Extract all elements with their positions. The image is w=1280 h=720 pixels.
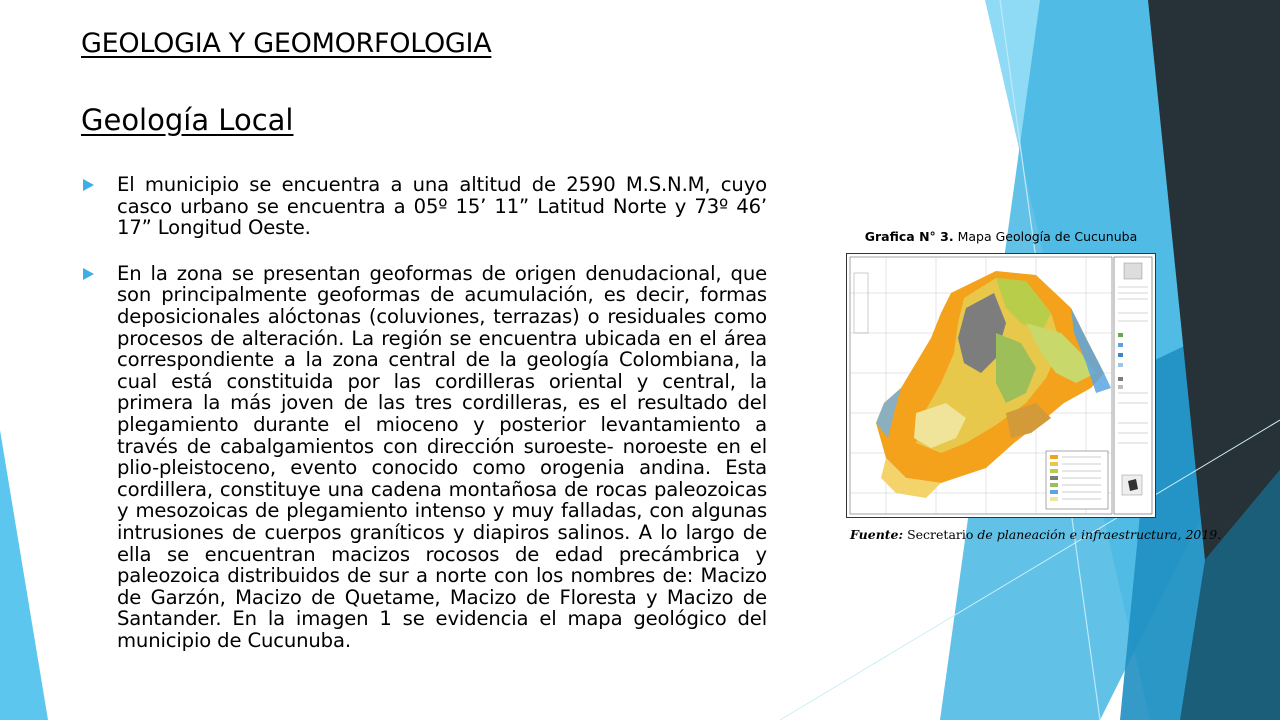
bullet-item-location	[81, 174, 767, 239]
source-plain-text: Secretario	[903, 527, 978, 542]
triangle-bullet-icon	[83, 268, 94, 280]
source-italic-text: de planeación e infraestructura, 2019.	[977, 527, 1222, 542]
slide-title: GEOLOGIA Y GEOMORFOLOGIA	[81, 28, 492, 59]
left-accent-shape	[0, 430, 48, 720]
bullet-item-geology	[81, 263, 767, 652]
bullet-text: El municipio se encuentra a una altitud de 2590 M.S.N.M, cuyo casco urbano se encuentra a 05º 15’ 11” Latitud Norte y 73º 46’ 17” Longitud Oeste.	[117, 173, 767, 240]
caption-text: Mapa Geología de Cucunuba	[953, 229, 1138, 244]
bullet-text: En la zona se presentan geoformas de origen denudacional, que son principalmente geoformas de acumulación, es decir, formas deposicionales alóctonas (coluviones, terrazas) o residuales como procesos de alteración. La región se encuentra ubicada en el área correspondiente a la zona central de la geología Colombiana, la cual está constituida por las cordilleras oriental y central, la primera la más joven de las tres cordilleras, es el resultado del plegamiento durante el mioceno y posterior levantamiento a través de cabalgamientos con dirección suroeste- noroeste en el plio-pleistoceno, evento conocido como orogenia andina. Esta cordillera, constituye una cadena montañosa de rocas paleozoicas y mesozoicas de plegamiento intenso y muy falladas, con algunas intrusiones de cuerpos graníticos y diapiros salinos. A lo largo de ella se encuentran macizos rocosos de edad precámbrica y paleozoica distribuidos de sur a norte con los nombres de: Macizo de Garzón, Macizo de Quetame, Macizo de Floresta y Macizo de Santander. En la imagen 1 se evidencia el mapa geológico del municipio de Cucunuba.	[117, 261, 767, 652]
triangle-bullet-icon	[83, 179, 94, 191]
figure-source	[850, 527, 1221, 542]
slide-subtitle: Geología Local	[81, 103, 294, 137]
source-label: Fuente:	[850, 527, 904, 542]
geology-map-image	[846, 253, 1156, 518]
bullet-list	[81, 174, 767, 651]
figure-caption	[847, 229, 1155, 244]
caption-label: Grafica N° 3.	[864, 229, 954, 244]
